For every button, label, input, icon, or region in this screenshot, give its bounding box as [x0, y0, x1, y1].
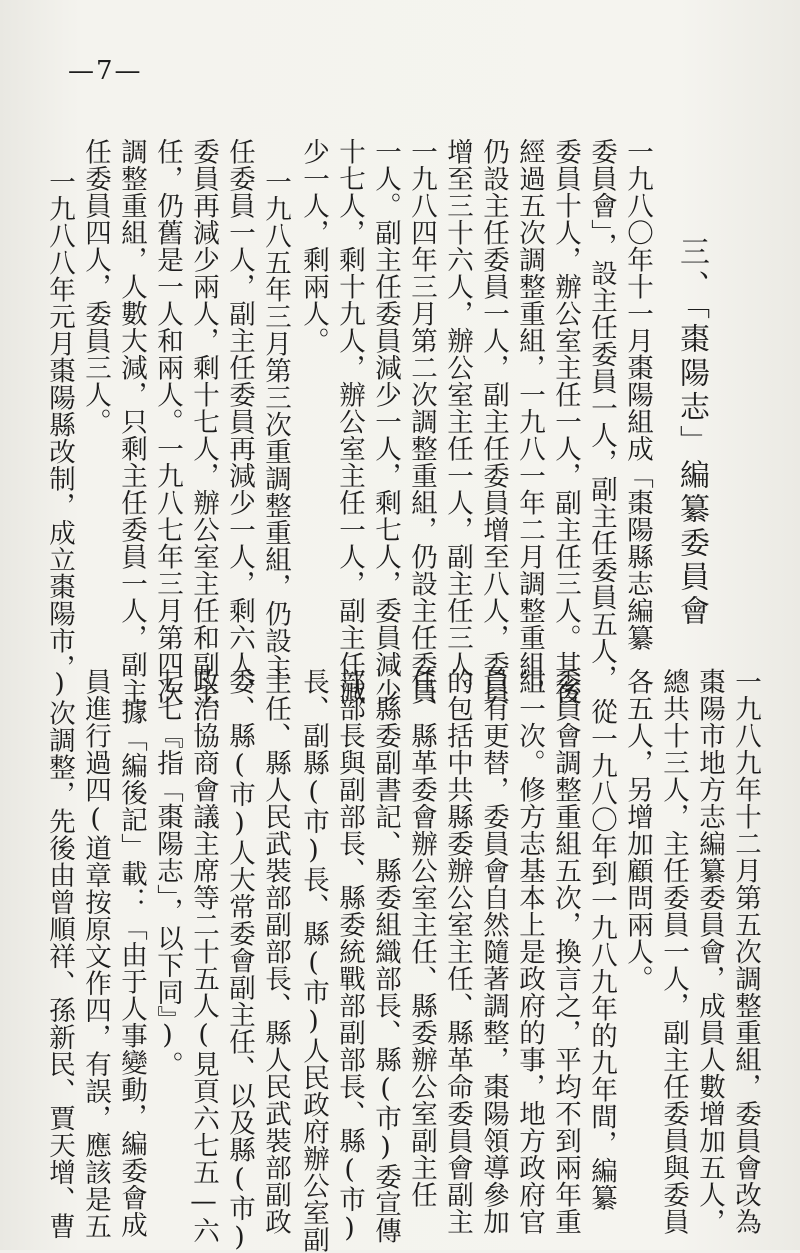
text-column: 據「編後記」載：「由于人事變動，編委會成 — [116, 698, 147, 1238]
text-column: 委員會」，設主任委員一人，副主任委員五人， — [586, 138, 617, 692]
text-column: 一九八四年三月第二次調整重組，仍設主任委員 — [406, 138, 437, 705]
text-column: 委員十人，辦公室主任一人，副主任三人。其後 — [550, 138, 581, 705]
text-column: 七七『指「棗陽志」，以下同』)。 — [152, 668, 183, 1078]
text-column: 總共十三人，主任委員一人，副主任委員與委員 — [658, 668, 689, 1235]
text-column: )次調整，先後由曾順祥、孫新民、賈天增、曹 — [44, 668, 75, 1240]
text-column: 委員再減少兩人，剩十七人，辦公室主任和副主 — [188, 138, 219, 705]
text-column: 一九八八年元月棗陽縣改制，成立棗陽市， — [44, 168, 75, 681]
text-column: 十七人，剩十九人，辦公室主任一人，副主任減 — [334, 138, 365, 705]
text-column: 長、副縣(市)長、縣(市)人民政府辦公室副 — [298, 668, 329, 1253]
text-column: 任，仍舊是一人和兩人。一九八七年三月第四次 — [152, 138, 183, 705]
text-column: 組一次。修方志基本上是政府的事，地方政府官 — [514, 668, 545, 1235]
text-column: 員有更替，委員會自然隨著調整，棗陽領導參加 — [478, 668, 509, 1235]
text-column: 政治協商會議主席等二十五人(見頁六七五—六 — [188, 668, 219, 1244]
text-column: 任、縣革委會辦公室主任、縣委辦公室副主任 — [406, 668, 437, 1208]
text-column: 少一人，剩兩人。 — [298, 138, 329, 354]
text-column: 一人。副主任委員減少一人，剩七人，委員減少 — [370, 138, 401, 705]
text-column: 任委員一人，副主任委員再減少一人，剩六人， — [224, 138, 255, 705]
text-column: 仍設主任委員一人，副主任委員增至八人，委員 — [478, 138, 509, 705]
text-column: 的包括中共縣委辦公室主任、縣革命委員會副主 — [442, 668, 473, 1235]
text-column: 各五人，另增加顧問兩人。 — [622, 668, 653, 992]
section-heading: 三、「棗陽志」編纂委員會 — [674, 236, 709, 629]
text-column: 一九八五年三月第三次重調整重組，仍設主 — [260, 168, 291, 681]
text-column: 從一九八〇年到一九八九年的九年間，編纂 — [586, 698, 617, 1211]
text-column: 委員會調整重組五次，換言之，平均不到兩年重 — [550, 668, 581, 1235]
text-column: 任委員四人，委員三人。 — [80, 138, 111, 435]
page-number: —7— — [68, 56, 143, 86]
text-column: 委、縣(市)人大常委會副主任、以及縣(市) — [224, 668, 255, 1253]
text-column: 一九八九年十二月第五次調整重組，委員會改為 — [730, 668, 761, 1235]
text-column: 增至三十六人，辦公室主任一人，副主任三人。 — [442, 138, 473, 705]
text-column: 棗陽市地方志編纂委員會，成員人數增加五人， — [694, 668, 725, 1235]
text-column: 調整重組，人數大減，只剩主任委員一人，副主 — [116, 138, 147, 705]
text-column: 主任、縣人民武裝部副部長、縣人民武裝部副政 — [260, 668, 291, 1235]
text-column: 員進行過四(道章按原文作四，有誤，應該是五 — [80, 668, 111, 1240]
text-column: 部部長與副部長、縣委統戰部副部長、縣(市) — [334, 668, 365, 1244]
text-column: 經過五次調整重組，一九八一年二月調整重組， — [514, 138, 545, 705]
text-column: 、縣委副書記、縣委組織部長、縣(市)委宣傳 — [370, 668, 401, 1244]
text-column: 一九八〇年十一月棗陽組成「棗陽縣志編纂 — [622, 138, 653, 651]
